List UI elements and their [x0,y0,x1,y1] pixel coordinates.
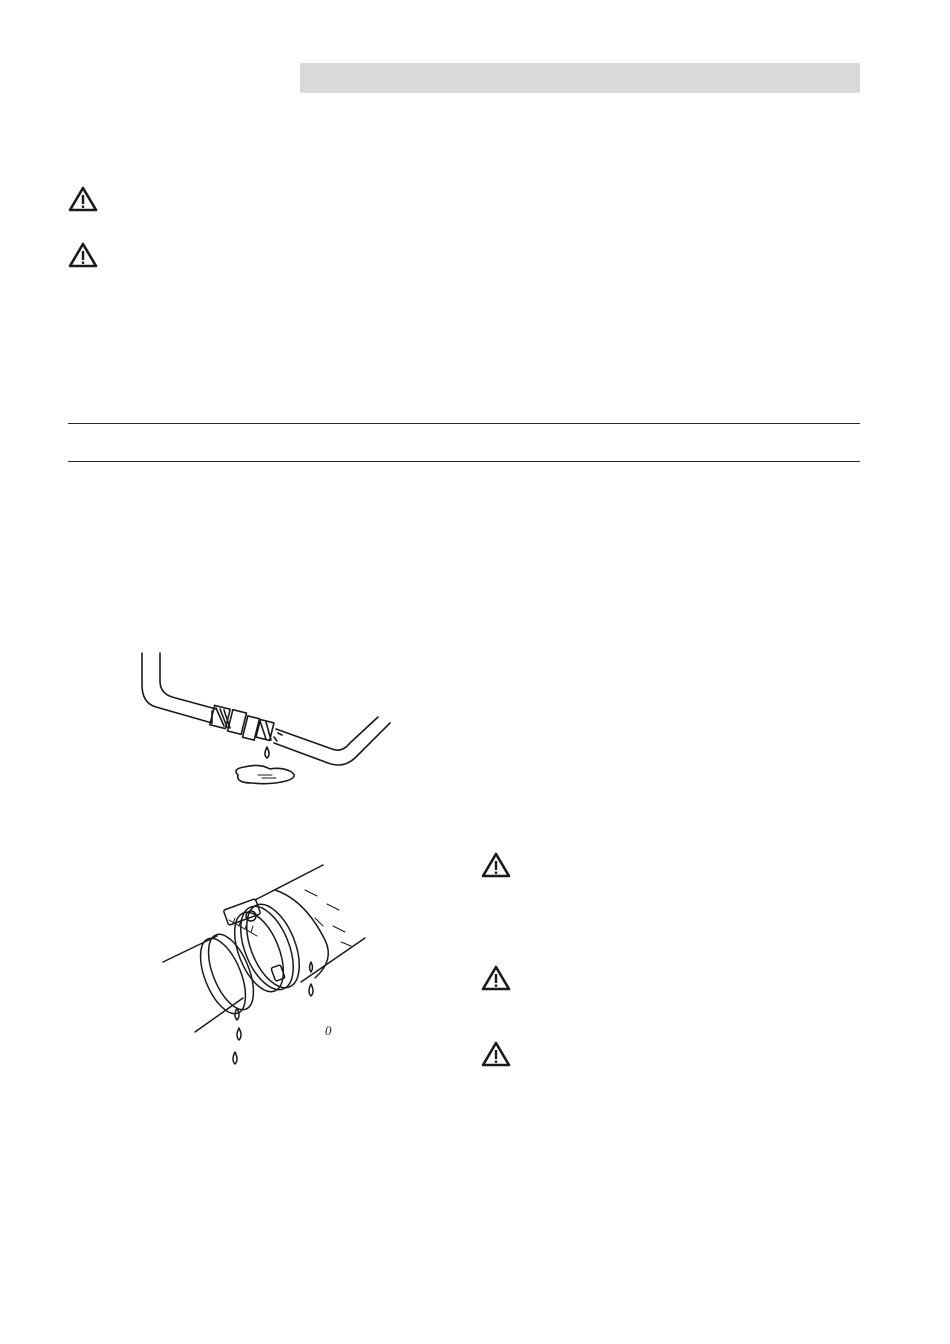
hose-clamp-leak-illustration [155,860,375,1075]
figure-label: 0 [325,1023,332,1038]
pipe-fitting-leak-illustration [120,645,400,795]
warning-triangle-icon [68,242,98,268]
warning-triangle-icon [481,965,511,991]
warning-triangle-icon [68,186,98,212]
section-divider-top [68,423,860,424]
section-header-bar [300,63,860,93]
section-divider-bottom [68,461,860,462]
warning-triangle-icon [481,852,511,878]
warning-triangle-icon [481,1041,511,1067]
